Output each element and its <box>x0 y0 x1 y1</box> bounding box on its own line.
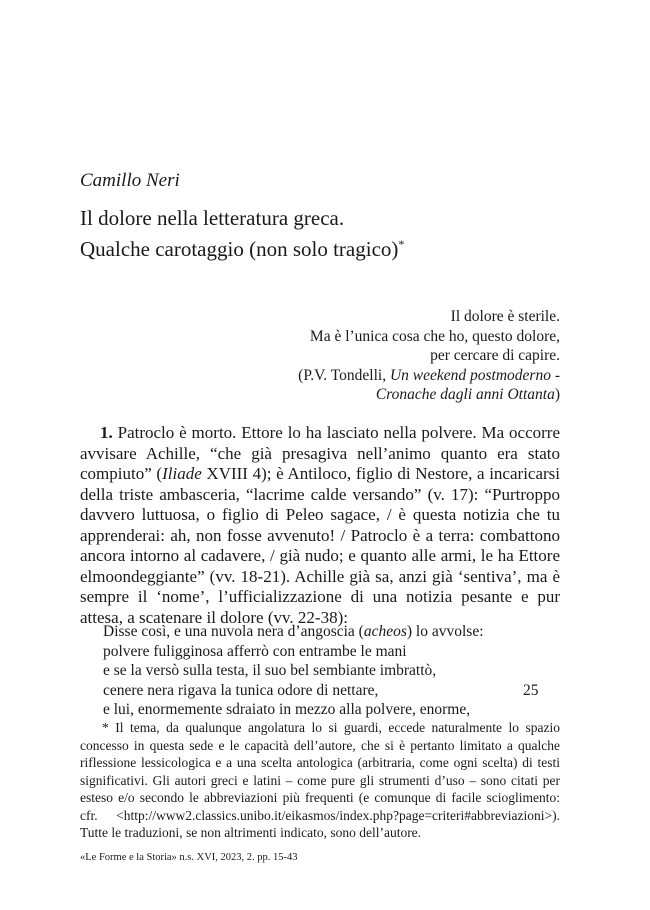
epigraph-line-5 <box>240 385 560 405</box>
author-name: Camillo Neri <box>80 170 180 191</box>
epigraph-line-2: Ma è l’unica cosa che ho, questo dolore, <box>309 327 560 345</box>
title-footnote-mark: * <box>398 237 405 251</box>
title-line-2 <box>80 231 404 262</box>
title-line-1: Il dolore nella letteratura greca. <box>80 206 345 230</box>
footnote-paragraph <box>80 719 560 842</box>
verse-quotation <box>103 622 563 720</box>
section-number: 1. <box>100 423 113 442</box>
footnote <box>80 719 560 842</box>
verse-line: polvere fuligginosa afferrò con entrambe le mani <box>103 642 407 660</box>
verse-line <box>103 622 563 642</box>
paragraph-text-2: XVIII 4); è Antiloco, figlio di Nestore, a incaricarsi della triste ambasceria, “lacrime calde versando” (v. 17): “Purtroppo davvero luttuosa, o figlio di Peleo sagace, / è questa notizia che tu apprenderai: ah, non fosse avvenuto! / Patroclo è a terra: combattono ancora intorno al cadavere, / già nudo; e quanto alle armi, le ha Ettore elmoondeggiante” (vv. 18-21). Achille già sa, anzi già ‘sentiva’, ma è sempre il ‘nome’, l’ufficializzazione di una notizia pesante e pur attesa, a scatenare il dolore (vv. 22-38): <box>80 464 561 627</box>
article-title <box>80 205 404 262</box>
verse-line <box>103 681 563 701</box>
title-line-2-text: Qualche carotaggio (non solo tragico) <box>80 237 399 261</box>
epigraph-close-paren: ) <box>554 386 560 403</box>
verse-line-number: 25 <box>523 681 539 699</box>
footnote-mark: * <box>102 720 109 735</box>
footnote-text: Il tema, da qualunque angolatura lo si guardi, eccede naturalmente lo spazio concesso in questa sede e le capacità dell’autore, che si è pertanto limitato a qualche riflessione lessicologica e a una scelta antologica (arbitraria, come ogni scelta) di testi significativi. Gli autori greci e latini – come pure gli strumenti d’uso – sono citati per esteso e/o secondo le abbreviazioni più frequenti (e comunque di facile scioglimento: cfr. <http://www2.classics.unibo.it/eikasmos/index.php?page=criteri#abbreviazioni>). Tutte le traduzioni, se non altrimenti indicato, sono dell’autore. <box>80 720 560 840</box>
body-text <box>80 423 560 628</box>
verse-line: e se la versò sulla testa, il suo bel sembiante imbrattò, <box>103 662 437 679</box>
epigraph-line-3: per cercare di capire. <box>430 347 560 364</box>
epigraph-line-4 <box>240 366 560 386</box>
journal-citation: «Le Forme e la Storia» n.s. XVI, 2023, 2. pp. 15-43 <box>80 852 298 863</box>
verse-text: ) lo avvolse: <box>406 623 484 640</box>
verse-text: Disse così, e una nuvola nera d’angoscia ( <box>103 623 364 640</box>
epigraph-source-title-2: Cronache dagli anni Ottanta <box>375 386 555 403</box>
paragraph-text-1: Patroclo è morto. Ettore lo ha lasciato nella polvere. Ma occorre avvisare Achille, “che già presagiva nell’animo quanto era stato compiuto” ( <box>80 423 560 483</box>
epigraph-attribution: (P.V. Tondelli, <box>298 366 390 384</box>
verse-text: cenere nera rigava la tunica odore di nettare, <box>103 681 379 699</box>
verse-line: e lui, enormemente sdraiato in mezzo alla polvere, enorme, <box>103 701 471 718</box>
epigraph <box>240 307 560 405</box>
greek-term: acheos <box>363 623 407 640</box>
epigraph-source-title-1: Un weekend postmoderno - <box>389 366 560 384</box>
epigraph-line-1: Il dolore è sterile. <box>450 308 560 325</box>
paragraph <box>80 423 560 628</box>
work-title: Iliade <box>162 464 202 483</box>
